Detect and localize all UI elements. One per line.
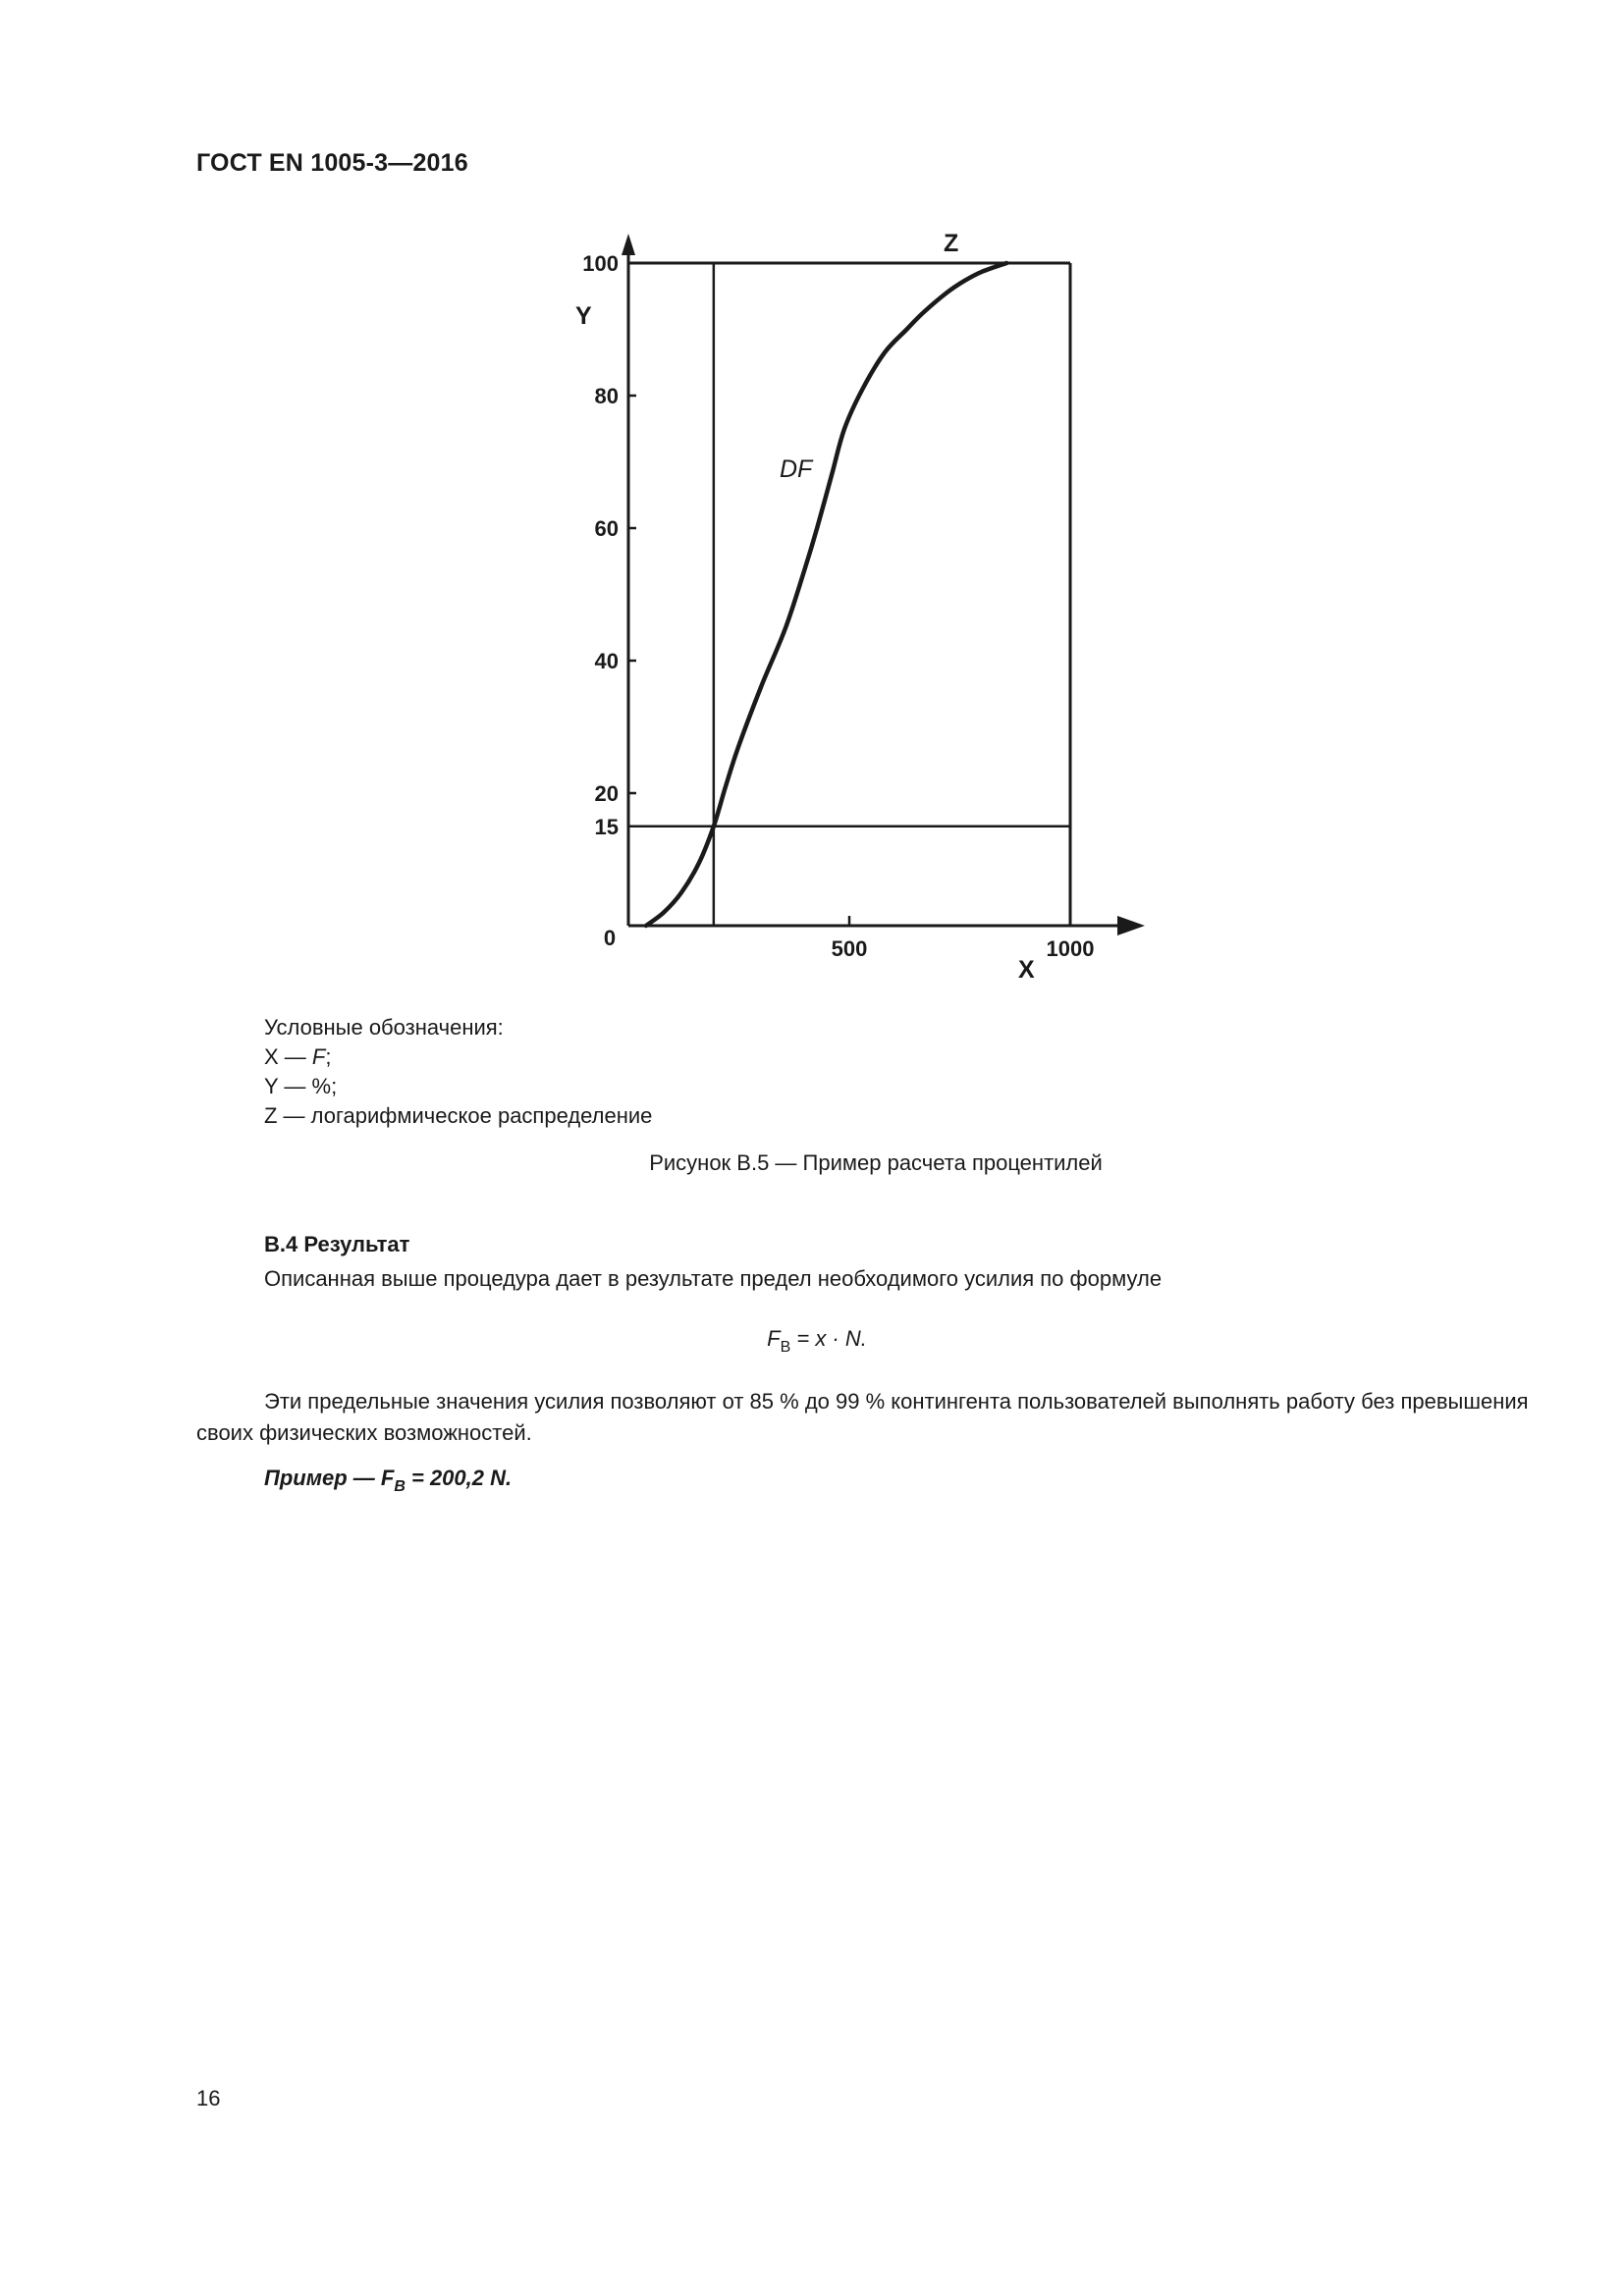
legend-key: Y —	[264, 1074, 312, 1098]
y-axis-arrow-icon	[622, 234, 635, 255]
y-tick-label: 40	[594, 649, 619, 673]
chart-axes	[622, 234, 1145, 935]
x-axis-arrow-icon	[1117, 916, 1145, 935]
legend-title: Условные обозначения:	[264, 1015, 504, 1040]
legend-value: %	[311, 1074, 332, 1098]
percentile-chart	[0, 0, 1624, 991]
y-axis-label: Y	[575, 302, 592, 330]
formula-rhs: = x · N.	[790, 1326, 867, 1351]
legend-key: Z —	[264, 1103, 311, 1128]
legend-suffix: ;	[331, 1074, 338, 1098]
y-tick-label: 80	[594, 384, 619, 408]
formula-lhs-subscript: B	[780, 1339, 791, 1356]
formula-lhs: F	[767, 1326, 781, 1351]
example-note	[264, 1466, 512, 1496]
reference-lines	[628, 263, 1070, 926]
y-tick-label: 20	[594, 781, 619, 806]
document-header: ГОСТ EN 1005-3—2016	[196, 149, 468, 177]
y-tick-label: 60	[594, 516, 619, 541]
legend-item	[264, 1042, 652, 1072]
intro-paragraph: Описанная выше процедура дает в результате предел необходимого усилия по формуле	[264, 1266, 1163, 1291]
df-annotation: DF	[780, 455, 813, 483]
y-reference-label: 15	[594, 814, 619, 839]
x-tick-label: 0	[603, 926, 617, 950]
example-subscript: B	[394, 1478, 406, 1495]
legend-value: логарифмическое распределение	[310, 1103, 653, 1128]
x-tick-label: 1000	[1046, 936, 1095, 961]
page-number: 16	[196, 2086, 221, 2110]
z-annotation: Z	[944, 230, 959, 257]
formula	[0, 1326, 1624, 1357]
example-prefix: Пример — F	[264, 1466, 395, 1490]
x-tick-label: 500	[831, 936, 868, 961]
example-rest: = 200,2 N.	[405, 1466, 513, 1490]
legend-value: F	[311, 1044, 326, 1069]
legend-item	[264, 1101, 652, 1131]
y-tick-label: 100	[582, 251, 619, 276]
legend-key: X —	[264, 1044, 312, 1069]
legend-item	[264, 1072, 652, 1101]
legend-items	[264, 1042, 652, 1131]
limits-paragraph: Эти предельные значения усилия позволяют от 85 % до 99 % контингента пользователей выполнять работу без превышения своих физических возможностей.	[196, 1389, 1529, 1445]
legend	[264, 1013, 652, 1131]
section-heading: B.4 Результат	[264, 1232, 410, 1256]
x-axis-label: X	[1018, 956, 1035, 984]
figure-caption: Рисунок B.5 — Пример расчета процентилей	[649, 1150, 1103, 1175]
tick-labels	[582, 251, 1094, 961]
legend-suffix: ;	[325, 1044, 332, 1069]
tick-marks	[628, 396, 849, 926]
